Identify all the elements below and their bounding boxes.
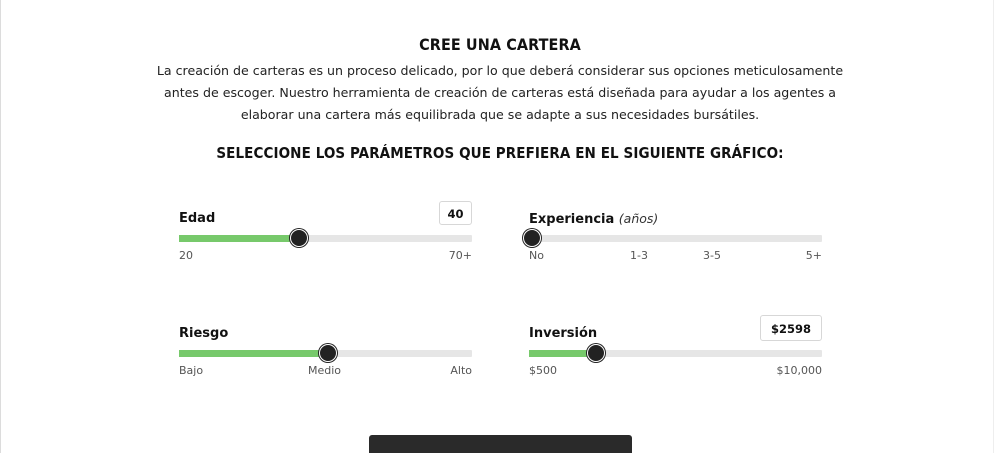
tick-label: 70+ [448, 249, 472, 262]
slider-edad-fill [179, 235, 299, 242]
page-title: CREE UNA CARTERA [419, 35, 581, 54]
tick-label: No [529, 249, 544, 262]
slider-riesgo-track[interactable] [179, 350, 472, 357]
slider-inversion-fill [529, 350, 596, 357]
tick-label: Medio [308, 364, 342, 377]
slider-experiencia-label [529, 211, 658, 227]
slider-inversion-track[interactable] [529, 350, 822, 357]
slider-experiencia-track[interactable] [529, 235, 822, 242]
tick-label: Bajo [179, 364, 204, 377]
experiencia-label-suffix: (años) [618, 211, 659, 226]
submit-button[interactable] [369, 435, 632, 453]
slider-riesgo-fill [179, 350, 328, 357]
slider-edad-label: Edad [179, 211, 216, 226]
slider-riesgo-handle[interactable] [319, 344, 337, 362]
inversion-value-box[interactable]: $2598 [760, 315, 822, 341]
slider-experiencia [529, 203, 822, 263]
slider-inversion-handle[interactable] [587, 344, 605, 362]
slider-riesgo [179, 318, 472, 378]
slider-riesgo-label: Riesgo [179, 326, 229, 341]
tick-label: 5+ [805, 249, 822, 262]
slider-edad [179, 203, 472, 263]
intro-paragraph: La creación de carteras es un proceso delicado, por lo que deberá considerar sus opciones meticulosamente antes de escoger. Nuestro herramienta de creación de carteras está diseñada para ayudar a los agentes a elaborar una cartera más equilibrada que se adapte a sus necesidades bursátiles. [156, 63, 844, 122]
tick-label: 20 [179, 249, 193, 262]
slider-experiencia-handle[interactable] [523, 229, 541, 247]
tick-label: $10,000 [776, 364, 822, 377]
tick-label: 1-3 [630, 249, 648, 262]
slider-edad-track[interactable] [179, 235, 472, 242]
edad-value-box[interactable]: 40 [439, 201, 472, 225]
experiencia-label-text: Experiencia [529, 212, 615, 227]
slider-inversion-label: Inversión [529, 326, 598, 341]
page-left-border [0, 0, 1, 453]
tick-label: 3-5 [703, 249, 721, 262]
slider-inversion [529, 318, 822, 378]
tick-label: Alto [450, 364, 472, 377]
parameters-heading: SELECCIONE LOS PARÁMETROS QUE PREFIERA EN EL SIGUIENTE GRÁFICO: [216, 144, 784, 162]
page-right-border [993, 0, 994, 453]
slider-edad-handle[interactable] [290, 229, 308, 247]
tick-label: $500 [529, 364, 557, 377]
